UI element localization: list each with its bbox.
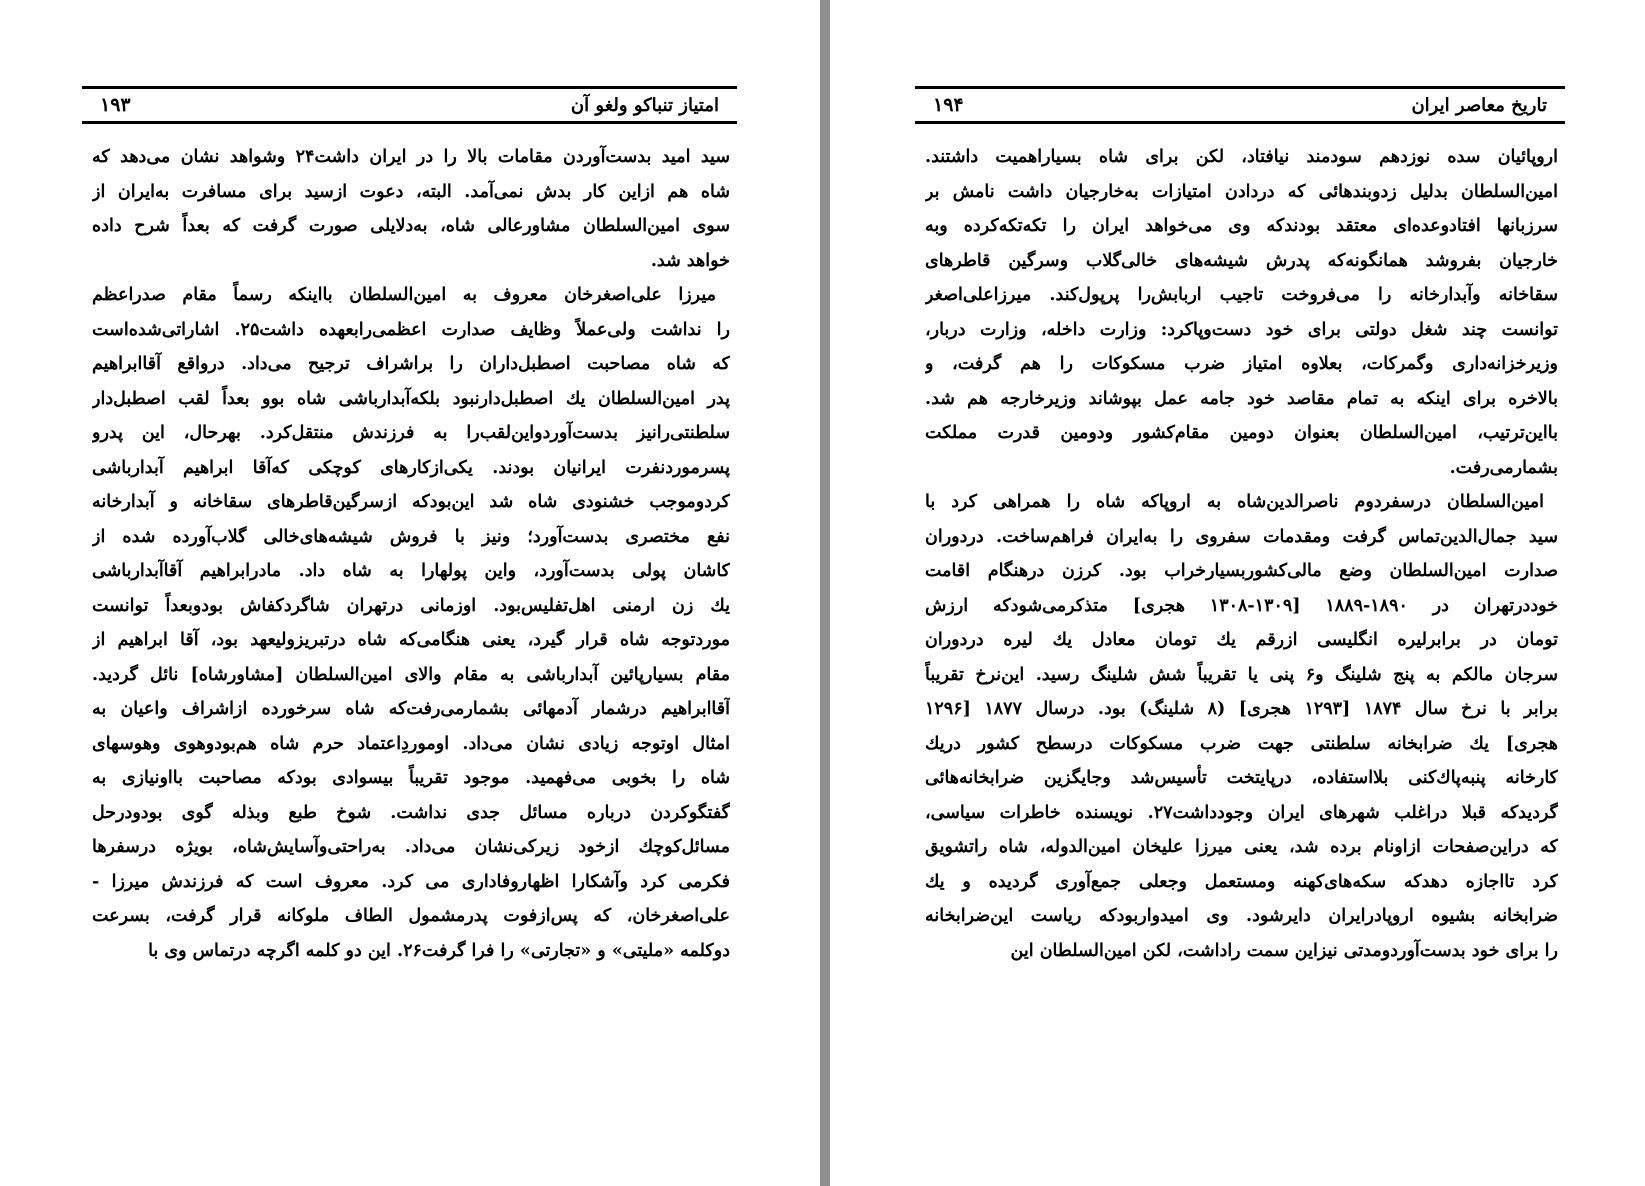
text-line: که شاه مصاحبت اصطبل‌داران را براشراف ترجیح می‌داد. درواقع آقاابراهیم: [92, 354, 730, 374]
text-line: امثال اوتوجه زیادی نشان می‌داد. اوموردِاعتماد حرم شاه هم‌بودوهوی وهوسهای: [92, 733, 730, 754]
page-gutter: [820, 0, 830, 1186]
page-number: ۱۹۳: [100, 94, 131, 116]
page-header: [915, 86, 1565, 124]
text-line: سوی امین‌السلطان مشاورعالی شاه، به‌دلایلی صورت گرفت که بعداً شرح داده: [92, 216, 730, 236]
right-page: [830, 0, 1645, 1186]
text-line: میرزا علی‌اصغرخان معروف به امین‌السلطان بااینکه رسماً مقام صدراعظم: [92, 285, 716, 305]
text-line: کاشان پولی بدست‌آورد، واین پولهارا به شاه داد. مادرابراهیم آقاآبدارباشی: [92, 561, 730, 581]
text-line: را برای خود بدست‌آوردومدتی نیزاین سمت راداشت، لکن امین‌السلطان این: [1010, 940, 1558, 961]
text-line: پسرموردنفرت ایرانیان بودند. یکی‌ازکارهای کوچکی که‌آقا ابراهیم آبدارباشی: [92, 457, 730, 478]
text-line: خواهد شد.: [650, 250, 730, 271]
page-header: [82, 86, 737, 124]
text-line: گردیدکه قبلا دراغلب شهرهای ایران وجودداشت۲۷. نویسنده خاطرات سیاسی،: [925, 802, 1558, 823]
paragraph: [92, 140, 730, 278]
text-line: سلطنتی‌رانیز بدست‌آوردواین‌لقب‌را به فرزندش منتقل‌کرد. بهرحال، این پدرو: [92, 423, 730, 443]
paragraph: [925, 485, 1558, 968]
text-line: مقام بسیارپائین آبدارباشی به مقام والای امین‌السلطان [مشاورشاه] نائل گردید.: [92, 664, 730, 685]
text-line: امین‌السلطان بدلیل زدوبندهائی که دردادن امتیازات به‌خارجیان داشت نامش بر: [925, 181, 1558, 202]
text-line: سرجان مالکم به پنج شلینگ و۶ پنی یا تقریباً شش شلینگ رسید. این‌نرخ تقریباً: [925, 664, 1558, 685]
text-line: کرد تااجازه دهدکه سکه‌های‌کهنه ومستعمل وجعلی جمع‌آوری گردیده و یك: [925, 871, 1558, 892]
text-line: شاه هم ازاین کار بدش نمی‌آمد. البته، دعوت ازسید برای مسافرت به‌ایران از: [92, 181, 730, 202]
text-line: بشمارمی‌رفت.: [1449, 457, 1558, 478]
body-text: [92, 140, 730, 968]
text-line: وزیرخزانه‌داری وگمرکات، بعلاوه امتیاز ضرب مسکوکات را هم گرفت، و: [925, 354, 1558, 374]
text-line: خوددرتهران در ۱۸۹۰-۱۸۸۹ [۱۳۰۹-۱۳۰۸ هجری] متذکرمی‌شودکه ارزش: [925, 595, 1558, 616]
text-line: پدر امین‌السلطان یك اصطبل‌دارنبود بلکه‌آبدارباشی شاه بوو بعداً لقب اصطبل‌دار: [92, 388, 730, 409]
text-line: صدارت امین‌السلطان وضع مالی‌کشوربسیارخراب بود. کرزن درهنگام اقامت: [925, 561, 1558, 581]
text-line: تومان در برابرلیره انگلیسی ازرقم یك تومان معادل یك لیره دردوران: [925, 630, 1558, 650]
text-line: توانست چند شغل دولتی برای خود دست‌وپاکرد: وزارت داخله، وزارت دربار،: [925, 319, 1558, 340]
text-line: برابر با نرخ سال ۱۸۷۴ [۱۲۹۳ هجری] (۸ شلینگ) بود. درسال ۱۸۷۷ [۱۲۹۶: [925, 699, 1558, 719]
left-page: [0, 0, 820, 1186]
text-line: علی‌اصغرخان، که پس‌ازفوت پدرمشمول الطاف ملوکانه قرار گرفت، بسرعت: [92, 906, 730, 926]
body-text: [925, 140, 1558, 968]
running-title: امتیاز تنباکو ولغو آن: [570, 94, 719, 116]
text-line: شاه را بخوبی می‌فهمید. موجود تقریباً بیسوادی بودکه مصاحبت بااونیازی به: [92, 768, 730, 788]
text-line: نفع مختصری بدست‌آورد؛ ونیز با فروش شیشه‌های‌خالی گلاب‌آورده شده از: [92, 526, 730, 547]
text-line: را نداشت ولی‌عملاً وظایف صدارت اعظمی‌رابعهده داشت۲۵. اشاراتی‌شده‌است: [92, 319, 730, 340]
text-line: سرزبانها افتادوعده‌ای معتقد بودندکه وی می‌خواهد ایران را تکه‌تکه‌کرده وبه: [925, 216, 1558, 236]
text-line: کارخانه پنبه‌پاك‌کنی بلااستفاده، درپایتخت تأسیس‌شد وجایگزین ضرابخانه‌هائی: [925, 768, 1558, 788]
text-line: سقاخانه وآبدارخانه را می‌فروخت تاجیب اربابش‌را پرپول‌کند. میرزاعلی‌اصغر: [925, 285, 1558, 305]
text-line: موردتوجه شاه قرار گیرد، یعنی هنگامی‌که شاه درتبریزولیعهد بود، آقا ابراهیم از: [92, 630, 730, 650]
paragraph: [92, 278, 730, 968]
running-title: تاریخ معاصر ایران: [1411, 94, 1547, 116]
text-line: یك زن ارمنی اهل‌تفلیس‌بود. اوزمانی درتهران شاگردکفاش بودوبعداً توانست: [92, 595, 730, 616]
paragraph: [925, 140, 1558, 485]
text-line: هجری] یك ضرابخانه سلطنتی جهت ضرب مسکوکات درسطح کشور دریك: [925, 733, 1558, 754]
text-line: که دراین‌صفحات ازاونام برده شد، یعنی میرزا علیخان امین‌الدوله، شاه راتشویق: [925, 837, 1558, 857]
text-line: کردوموجب خشنودی شاه شد این‌بودکه ازسرگین‌قاطرهای سقاخانه و آبدارخانه: [92, 492, 730, 512]
text-line: بااین‌ترتیب، امین‌السلطان بعنوان دومین مقام‌کشور ودومین قدرت مملکت: [925, 423, 1558, 443]
text-line: بالاخره برای اینکه به تمام مقاصد خود جامه عمل بپوشاند وزیرخارجه هم شد.: [925, 388, 1558, 409]
text-line: مسائل‌کوچك ازخود زیرکی‌نشان می‌داد. به‌راحتی‌وآسایش‌شاه، بویژه درسفرها: [92, 837, 730, 857]
text-line: گفتگوکردن درباره مسائل جدی نداشت. شوخ طبع وبذله گوی بودودرحل: [92, 802, 730, 823]
text-line: امین‌السلطان درسفردوم ناصرالدین‌شاه به اروپاکه شاه را همراهی کرد با: [925, 492, 1544, 512]
text-line: اروپائیان سده نوزدهم سودمند نیافتاد، لکن برای شاه بسیاراهمیت داشتند.: [925, 147, 1558, 167]
text-line: ضرابخانه بشیوه اروپادرایران دایرشود. وی امیدواربودکه ریاست این‌ضرابخانه: [925, 906, 1558, 926]
text-line: دوکلمه «ملیتی» و «تجارتی» را فرا گرفت۲۶. این دو کلمه اگرچه درتماس وی با: [148, 940, 730, 961]
text-line: فکرمی کرد وآشکارا اظهاروفاداری می کرد. معروف است که فرزندش میرزا -: [92, 871, 730, 892]
page-number: ۱۹۴: [933, 94, 964, 116]
text-line: سید جمال‌الدین‌تماس گرفت ومقدمات سفروی را به‌ایران فراهم‌ساخت. دردوران: [925, 526, 1558, 547]
text-line: آقاابراهیم درشمار آدمهائی بشمارمی‌رفت‌که شاه سرخورده ازاشراف واعیان به: [92, 699, 730, 719]
text-line: سید امید بدست‌آوردن مقامات بالا را در ایران داشت۲۴ وشواهد نشان می‌دهد که: [92, 147, 730, 167]
text-line: خارجیان بفروشد همانگونه‌که پدرش شیشه‌های خالی‌گلاب وسرگین قاطرهای: [925, 250, 1558, 271]
